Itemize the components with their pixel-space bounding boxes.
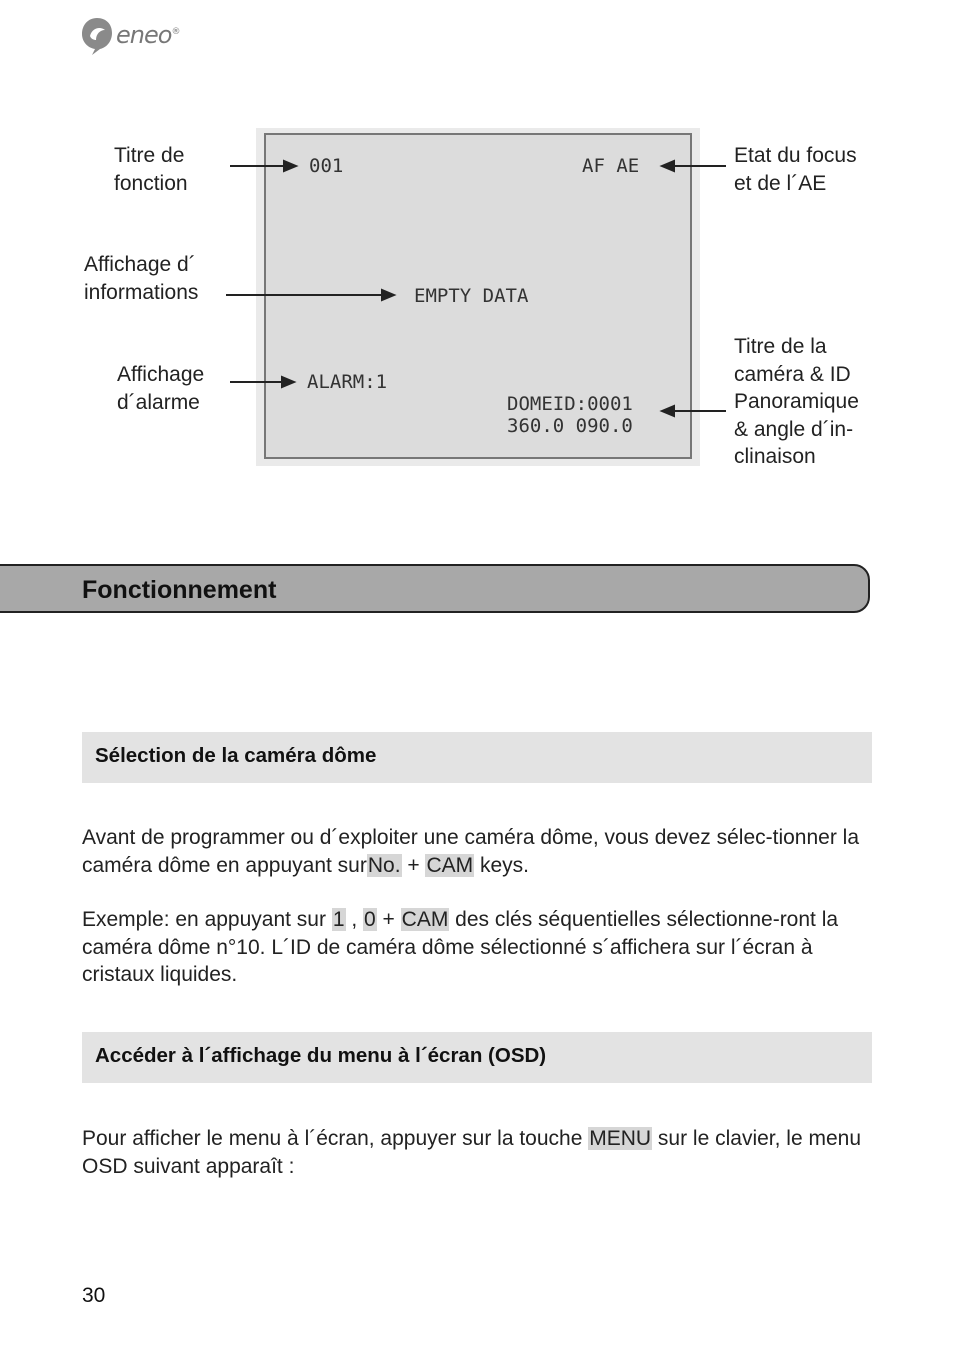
osd-focus-ae: AF AE [582,155,640,177]
callout-info-display: Affichage d´ informations [84,253,199,304]
callout-function-title: Titre de fonction [114,144,188,195]
key-cam: CAM [401,908,449,931]
osd-alarm: ALARM:1 [307,371,388,393]
key-1: 1 [332,908,345,931]
comma: , [345,908,364,931]
subsection-heading-text: Sélection de la caméra dôme [95,744,377,767]
paragraph-text: Avant de programmer ou d´exploiter une caméra dôme, vous devez sélec-tionner la caméra dôme en appuyant sur [82,826,860,877]
paragraph-text: keys. [474,853,529,877]
subsection-heading-text: Accéder à l´affichage du menu à l´écran (OSD) [95,1044,547,1067]
key-no: No. [367,853,401,877]
callout-camera-title: Titre de la caméra & ID Panoramique & angle d´in- clinaison [734,335,859,468]
plus-sign: + [401,853,426,877]
paragraph-text: Exemple: en appuyant sur [82,908,332,931]
subsection-heading-osd-access [82,1032,872,1083]
osd-dome-id: DOMEID:0001 [507,393,633,415]
paragraph-osd-access [82,1125,882,1180]
osd-function-title: 001 [309,155,344,177]
logo-wordmark: eneo® [116,21,180,49]
page-number: 30 [82,1284,106,1307]
paragraph-text: des clés séquentielles sélectionne-ront la caméra dôme n°10. L´ID de caméra dôme sélectionné s´affichera sur l´écran à cristaux liquides. [82,908,839,986]
plus-sign: + [376,908,401,931]
osd-info: EMPTY DATA [414,285,529,307]
subsection-heading-dome-selection [82,732,872,783]
paragraph-text: sur le clavier, le menu OSD suivant apparaît : [82,1127,862,1178]
paragraph-dome-selection [82,824,882,879]
callout-focus-ae: Etat du focus et de l´AE [734,144,857,195]
callout-alarm-display: Affichage d´alarme [117,363,205,414]
key-0: 0 [364,908,376,931]
paragraph-text: Pour afficher le menu à l´écran, appuyer sur la touche [82,1127,589,1150]
key-cam: CAM [426,853,474,877]
paragraph-example [82,906,882,989]
osd-pan-tilt: 360.0 090.0 [507,415,633,437]
key-menu: MENU [589,1127,652,1150]
section-title: Fonctionnement [82,576,277,604]
